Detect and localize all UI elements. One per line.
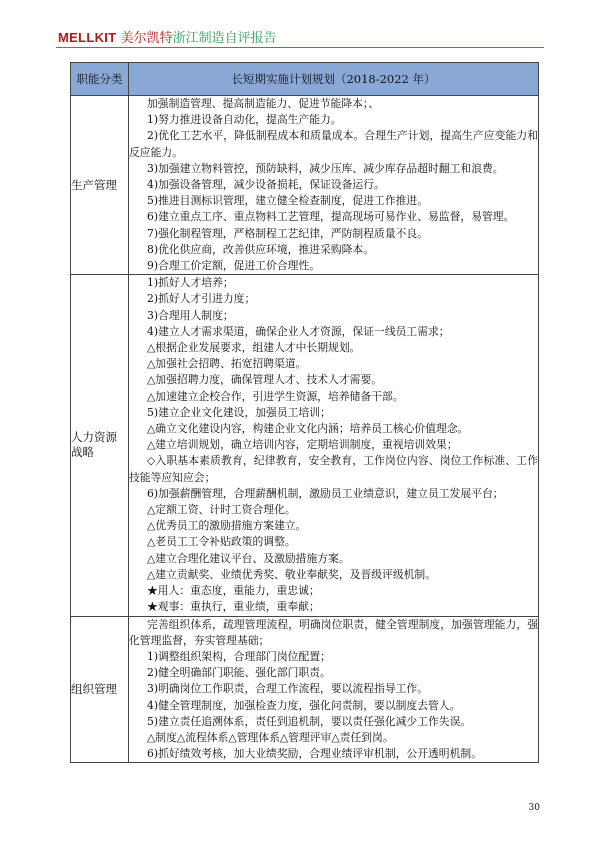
plan-item: 5)建立责任追溯体系，责任到追机制，要以责任强化减少工作失误。: [147, 714, 472, 728]
plan-item: 6)建立重点工序、重点物料工艺管理，提高现场可易作业、易监督，易管理。: [147, 210, 515, 224]
table-header-row: [71, 63, 539, 96]
plan-item: 8)优化供应商，改善供应环境，推进采购降本。: [147, 242, 375, 256]
plan-item: 2)健全明确部门职能、强化部门职责。: [147, 666, 331, 680]
table-row: [71, 616, 539, 763]
category-cell: 生产管理: [71, 96, 129, 275]
page-number: 30: [528, 803, 540, 813]
plan-item: ★观事：重执行，重业绩，重奉献；: [147, 600, 320, 614]
page-header: [58, 27, 277, 46]
plan-item: 4)健全管理制度，加强检查力度，强化问责制，要以制度去管人。: [147, 698, 461, 712]
plan-item: 3)合理用人制度；: [147, 308, 234, 322]
plan-item: △加速建立企校合作，引进学生资源，培养储备干部。: [147, 389, 404, 403]
plan-item: △确立文化建设内容，构建企业文化内涵；培养员工核心价值理念。: [147, 422, 469, 436]
category-cell: 人力资源战略: [71, 275, 129, 616]
plan-item: 2)抓好人才引进力度；: [147, 292, 256, 306]
plan-item: 1)抓好人才培养；: [147, 276, 234, 290]
plan-content-cell: [129, 616, 539, 763]
plan-item: 1)努力推进设备自动化，提高生产能力。: [147, 113, 342, 127]
plan-item: △定额工资、计时工资合理化。: [147, 503, 296, 517]
plan-item: ◇入职基本素质教育，纪律教育，安全教育，工作岗位内容、岗位工作标准、工作技能等应知应会；: [129, 454, 538, 484]
company-name: 美尔凯特: [120, 31, 173, 46]
plan-item: △建立培训规划，确立培训内容，定期培训制度，重视培训效果；: [147, 438, 458, 452]
plan-item: 3)明确岗位工作职责，合理工作流程，要以流程指导工作。: [147, 682, 429, 696]
plan-item: ★用人：重态度，重能力，重忠诚；: [147, 584, 320, 598]
table-row: [71, 275, 539, 616]
plan-item: △建立贡献奖、业绩优秀奖、敬业奉献奖，及晋级评级机制。: [147, 567, 437, 581]
plan-item: 6)抓好绩效考核，加大业绩奖励，合理业绩评审机制，公开透明机制。: [147, 747, 482, 761]
plan-item: 6)加强薪酬管理，合理薪酬机制，激励员工业绩意识，建立员工发展平台；: [147, 486, 504, 500]
plan-item: 1)调整组织架构，合理部门岗位配置；: [147, 649, 331, 663]
report-title: 浙江制造自评报告: [172, 31, 277, 46]
col-plan-header: 长短期实施计划规划（2018-2022 年）: [129, 63, 539, 96]
plan-item: △制度△流程体系△管理体系△管理评审△责任到岗。: [147, 730, 394, 744]
plan-item: 完善组织体系，疏理管理流程，明确岗位职责，健全管理制度，加强管理能力，强化管理监督，夯实管理基础；: [129, 617, 538, 647]
col-category-header: 职能分类: [71, 63, 129, 96]
plan-content-cell: [129, 96, 539, 275]
plan-item: 9)合理工价定额，促进工价合理性。: [147, 259, 321, 273]
plan-item: 4)加强设备管理，减少设备损耗，保证设备运行。: [147, 178, 385, 192]
plan-item: 5)建立企业文化建设，加强员工培训；: [147, 405, 331, 419]
plan-item: △加强招聘力度，确保管理人才、技术人才需要。: [147, 373, 383, 387]
plan-item: △优秀员工的激励措施方案建立。: [147, 519, 307, 533]
plan-item: 2)优化工艺水平，降低制程成本和质量成本。合理生产计划，提高生产应变能力和反应能力。: [129, 129, 538, 159]
plan-item: △建立合理化建议平台、及激励措施方案。: [147, 551, 350, 565]
plan-item: 3)加强建立物料管控，预防缺料，减少压库、减少库存品超时翻工和浪费。: [147, 161, 504, 175]
plan-item: △老员工工令补贴政策的调整。: [147, 535, 296, 549]
plan-item: 4)建立人才需求渠道，确保企业人才资源，保证一线员工需求；: [147, 324, 450, 338]
plan-table: [70, 62, 539, 763]
plan-item: 5)推进目测标识管理，建立健全检查制度，促进工作推进。: [147, 194, 429, 208]
plan-item: △根据企业发展要求，组建人才中长期规划。: [147, 341, 361, 355]
header-rule: [56, 47, 544, 48]
brand-name: MELLKIT: [58, 30, 117, 45]
plan-item: △加强社会招聘、拓宽招聘渠道。: [147, 357, 307, 371]
plan-content-cell: [129, 275, 539, 616]
category-cell: 组织管理: [71, 616, 129, 763]
plan-item: 7)强化制程管理，严格制程工艺纪律，严防制程质量不良。: [147, 226, 429, 240]
plan-item: 加强制造管理、提高制造能力、促进节能降本；、: [147, 97, 380, 110]
table-row: [71, 96, 539, 275]
